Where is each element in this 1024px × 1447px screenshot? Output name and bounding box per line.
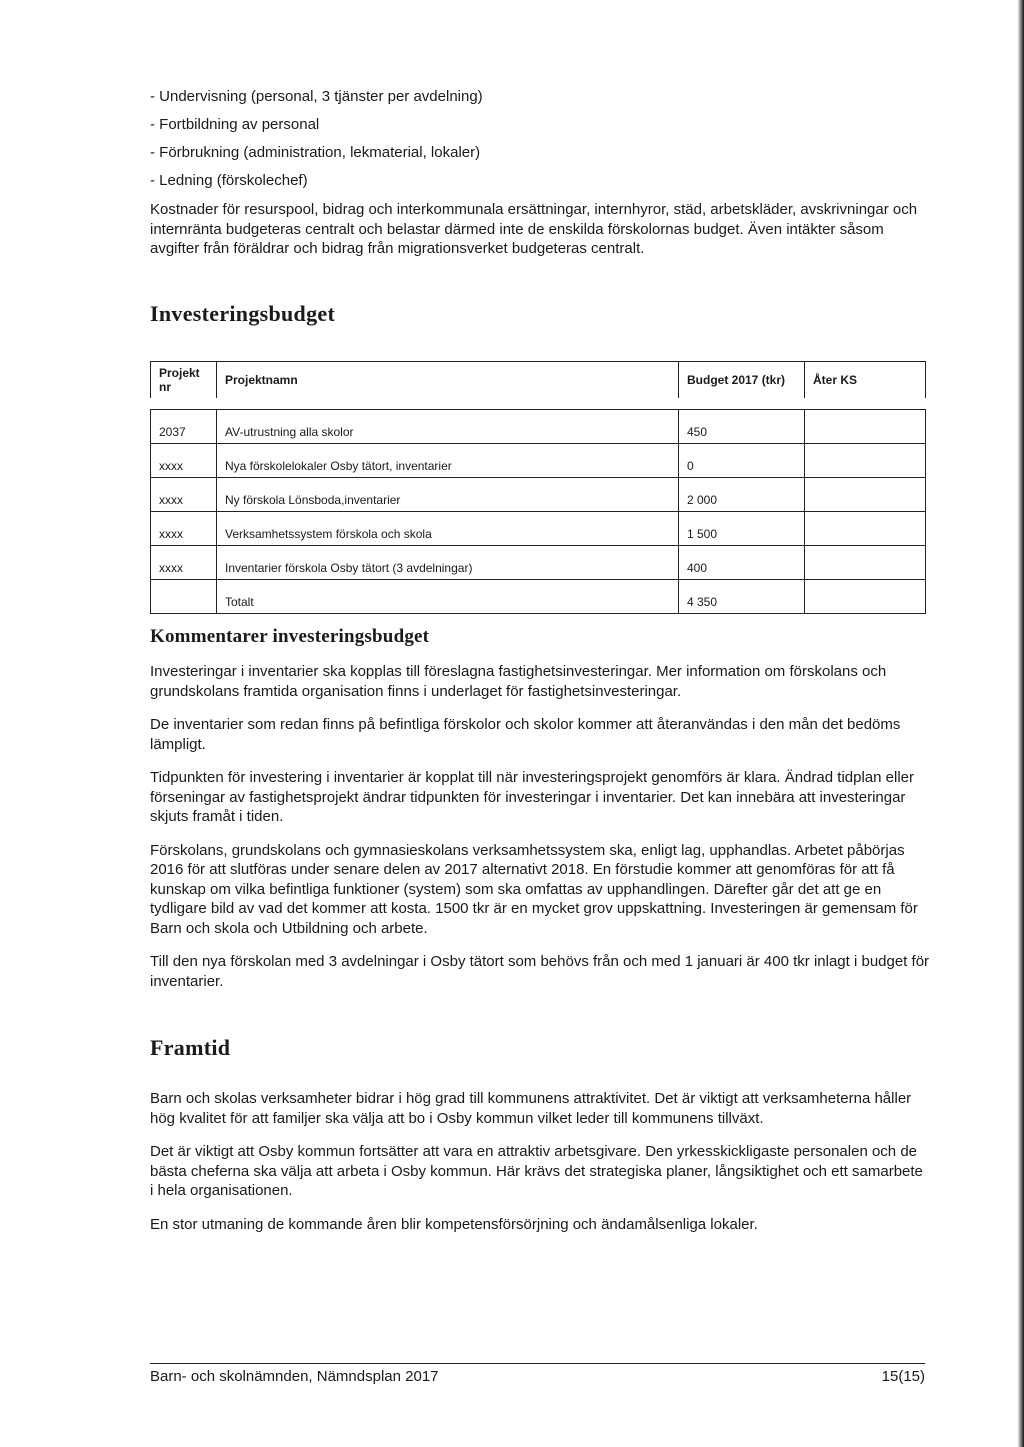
cell-name: Verksamhetssystem förskola och skola <box>217 512 679 546</box>
footer-title: Barn- och skolnämnden, Nämndsplan 2017 <box>150 1368 439 1385</box>
cell-name: Ny förskola Lönsboda,inventarier <box>217 478 679 512</box>
cell-nr <box>151 580 217 614</box>
cell-budget: 1 500 <box>679 512 805 546</box>
cell-name: AV-utrustning alla skolor <box>217 410 679 444</box>
cell-budget: 4 350 <box>679 580 805 614</box>
cell-budget: 2 000 <box>679 478 805 512</box>
table-row <box>151 444 926 478</box>
future-heading: Framtid <box>150 1035 231 1060</box>
comment-paragraph: De inventarier som redan finns på befintliga förskolor och skolor kommer att återanvändas i den mån det bedöms lämpligt. <box>150 716 901 753</box>
investment-heading: Investeringsbudget <box>150 300 336 326</box>
table-row <box>151 410 926 444</box>
cell-name: Nya förskolelokaler Osby tätort, inventarier <box>217 444 679 478</box>
scan-edge <box>1018 0 1024 1447</box>
cell-budget: 400 <box>679 546 805 580</box>
table-header-row <box>151 361 926 398</box>
header-ks: Åter KS <box>805 361 926 398</box>
bullet-item: - Undervisning (personal, 3 tjänster per avdelning) <box>150 88 483 105</box>
header-budget: Budget 2017 (tkr) <box>679 361 805 398</box>
cell-name: Totalt <box>217 580 679 614</box>
cell-nr: xxxx <box>151 444 217 478</box>
future-paragraph: Det är viktigt att Osby kommun fortsätter att vara en attraktiv arbetsgivare. Den yrkesskickligaste personalen och de bästa cheferna ska välja att arbeta i Osby kommun. Här krävs det strategiska planer, långsiktighet och ett samarbete i hela organisationen. <box>150 1143 923 1199</box>
cell-ks <box>805 444 926 478</box>
table-total-row <box>151 580 926 614</box>
comment-paragraph: Till den nya förskolan med 3 avdelningar i Osby tätort som behövs från och med 1 januari är 400 tkr inlagt i budget för inventarier. <box>150 953 930 990</box>
page-content <box>150 88 930 1234</box>
header-project-name: Projektnamn <box>217 361 679 398</box>
cell-ks <box>805 580 926 614</box>
bullet-item: - Förbrukning (administration, lekmaterial, lokaler) <box>150 144 481 161</box>
comment-paragraph: Tidpunkten för investering i inventarier är kopplat till när investeringsprojekt genomförs är klara. Ändrad tidplan eller förseningar av fastighetsprojekt ändrar tidpunkten för investeringar i inventarier. Det kan innebära att investeringar skjuts framåt i tiden. <box>150 769 914 825</box>
cell-budget: 0 <box>679 444 805 478</box>
table-row <box>151 546 926 580</box>
cell-nr: xxxx <box>151 478 217 512</box>
bullet-list <box>150 88 930 190</box>
bullet-item: - Fortbildning av personal <box>150 116 320 133</box>
cell-name: Inventarier förskola Osby tätort (3 avdelningar) <box>217 546 679 580</box>
header-project-nr: Projekt nr <box>151 361 217 398</box>
investment-table <box>150 361 926 615</box>
table-row <box>151 478 926 512</box>
bullet-item: - Ledning (förskolechef) <box>150 172 308 189</box>
comments-heading: Kommentarer investeringsbudget <box>150 626 430 647</box>
cell-ks <box>805 546 926 580</box>
table-spacer <box>151 398 926 410</box>
comment-paragraph: Investeringar i inventarier ska kopplas till föreslagna fastighetsinvesteringar. Mer information om förskolans och grundskolans framtida organisation finns i underlaget för fastighetsinvesteringar. <box>150 663 887 700</box>
cell-ks <box>805 512 926 546</box>
intro-paragraph: Kostnader för resurspool, bidrag och interkommunala ersättningar, internhyror, städ, arbetskläder, avskrivningar och internränta budgeteras centralt och belastar därmed inte de enskilda förskolornas budget. Även intäkter såsom avgifter från föräldrar och bidrag från migrationsverket budgeteras centralt. <box>150 201 918 257</box>
table-row <box>151 512 926 546</box>
comment-paragraph: Förskolans, grundskolans och gymnasieskolans verksamhetssystem ska, enligt lag, upphandlas. Arbetet påbörjas 2016 för att slutföras under senare delen av 2017 alternativt 2018. En förstudie kommer att genomföras för att få kunskap om vilka befintliga funktioner (system) som ska omfattas av upphandlingen. Därefter går det att ge en tydligare bild av vad det kommer att kosta. 1500 tkr är en mycket grov uppskattning. Investeringen är gemensam för Barn och skola och Utbildning och arbete. <box>150 841 918 937</box>
page-number: 15(15) <box>881 1368 925 1385</box>
future-paragraph: En stor utmaning de kommande åren blir kompetensförsörjning och ändamålsenliga lokaler. <box>150 1215 758 1233</box>
cell-nr: 2037 <box>151 410 217 444</box>
page-footer <box>150 1363 925 1385</box>
cell-ks <box>805 410 926 444</box>
cell-ks <box>805 478 926 512</box>
cell-budget: 450 <box>679 410 805 444</box>
cell-nr: xxxx <box>151 512 217 546</box>
future-paragraph: Barn och skolas verksamheter bidrar i hög grad till kommunens attraktivitet. Det är viktigt att verksamheterna håller hög kvalitet för att familjer ska välja att bo i Osby kommun vilket leder till kommunens tillväxt. <box>150 1090 912 1127</box>
cell-nr: xxxx <box>151 546 217 580</box>
